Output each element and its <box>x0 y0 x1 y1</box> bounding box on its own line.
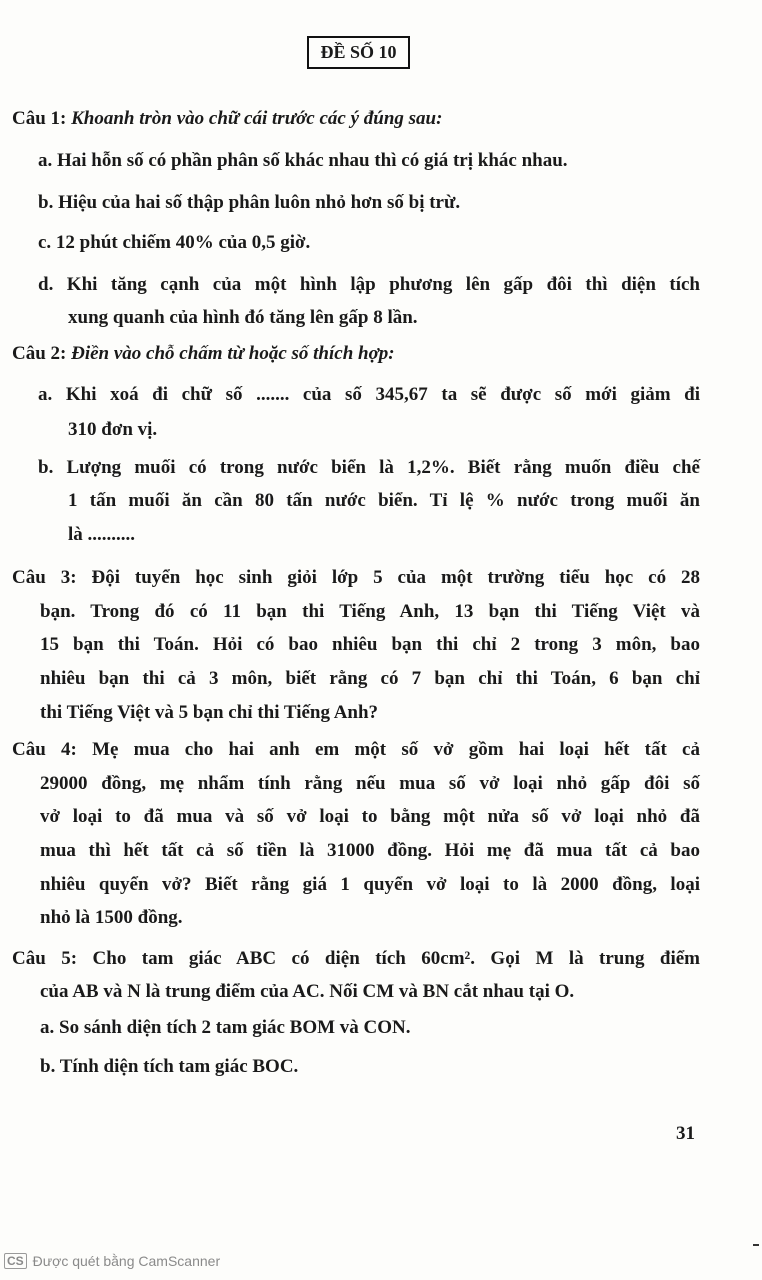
question-prompt: Điền vào chỗ chấm từ hoặc số thích hợp: <box>71 343 395 364</box>
question-4-line: mua thì hết tất cả số tiền là 31000 đồng. Hỏi mẹ đã mua tất cả bao <box>40 840 700 861</box>
question-text: Mẹ mua cho hai anh em một số vở gồm hai loại hết tất cả <box>92 739 700 760</box>
list-item: d. Khi tăng cạnh của một hình lập phương lên gấp đôi thì diện tích <box>38 274 700 295</box>
list-item-continued: 310 đơn vị. <box>68 419 158 440</box>
question-4-line <box>12 738 700 762</box>
watermark-text: Được quét bằng CamScanner <box>32 1253 221 1269</box>
question-5-line <box>12 947 700 971</box>
question-label: Câu 2: <box>12 343 67 364</box>
list-item: a. Khi xoá đi chữ số ....... của số 345,67 ta sẽ được số mới giảm đi <box>38 384 700 405</box>
list-item-continued: xung quanh của hình đó tăng lên gấp 8 lần. <box>68 307 418 328</box>
page-number: 31 <box>676 1123 695 1144</box>
list-item-continued: 1 tấn muối ăn cần 80 tấn nước biển. Tỉ lệ % nước trong muối ăn <box>68 490 700 511</box>
question-label: Câu 1: <box>12 108 67 129</box>
question-label: Câu 5: <box>12 948 78 969</box>
question-3-line: 15 bạn thi Toán. Hỏi có bao nhiêu bạn thi chỉ 2 trong 3 môn, bao <box>40 634 700 655</box>
question-text: Cho tam giác ABC có diện tích 60cm². Gọi M là trung điểm <box>92 948 700 969</box>
scanner-watermark <box>4 1253 220 1269</box>
list-item: b. Tính diện tích tam giác BOC. <box>40 1056 299 1077</box>
question-3-line: thi Tiếng Việt và 5 bạn chỉ thi Tiếng Anh? <box>40 702 379 723</box>
question-4-line: 29000 đồng, mẹ nhẩm tính rằng nếu mua số vở loại nhỏ gấp đôi số <box>40 773 700 794</box>
list-item: a. Hai hỗn số có phần phân số khác nhau thì có giá trị khác nhau. <box>38 150 568 171</box>
scan-mark <box>753 1244 759 1246</box>
question-prompt: Khoanh tròn vào chữ cái trước các ý đúng sau: <box>71 108 443 129</box>
question-4-line: vở loại to đã mua và số vở loại to bằng một nửa số vở loại nhỏ đã <box>40 806 700 827</box>
camscanner-logo-icon: CS <box>4 1253 27 1269</box>
question-2-heading <box>12 342 395 366</box>
question-3-line: bạn. Trong đó có 11 bạn thi Tiếng Anh, 13 bạn thi Tiếng Việt và <box>40 601 700 622</box>
question-text: Đội tuyển học sinh giỏi lớp 5 của một trường tiểu học có 28 <box>91 567 700 588</box>
question-4-line: nhỏ là 1500 đồng. <box>40 907 183 928</box>
list-item: b. Lượng muối có trong nước biển là 1,2%. Biết rằng muốn điều chế <box>38 457 700 478</box>
question-5-line: của AB và N là trung điểm của AC. Nối CM và BN cắt nhau tại O. <box>40 981 575 1002</box>
list-item: c. 12 phút chiếm 40% của 0,5 giờ. <box>38 232 311 253</box>
list-item: a. So sánh diện tích 2 tam giác BOM và CON. <box>40 1017 411 1038</box>
list-item-continued: là .......... <box>68 524 136 545</box>
question-1-heading <box>12 107 442 131</box>
question-label: Câu 4: <box>12 739 77 760</box>
question-3-line <box>12 566 700 590</box>
question-label: Câu 3: <box>12 567 77 588</box>
list-item: b. Hiệu của hai số thập phân luôn nhỏ hơn số bị trừ. <box>38 192 461 213</box>
question-4-line: nhiêu quyển vở? Biết rằng giá 1 quyển vở loại to là 2000 đồng, loại <box>40 874 700 895</box>
exam-title: ĐỀ SỐ 10 <box>307 36 410 69</box>
question-3-line: nhiêu bạn thi cả 3 môn, biết rằng có 7 bạn chỉ thi Toán, 6 bạn chỉ <box>40 668 700 689</box>
